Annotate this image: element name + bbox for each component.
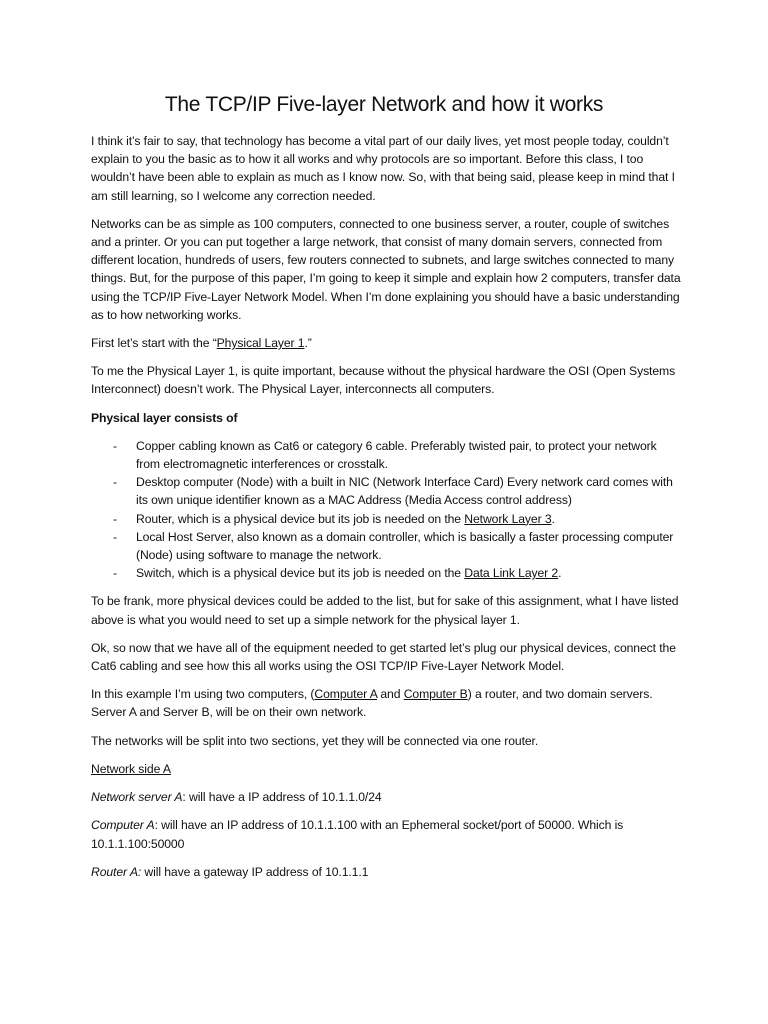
text-run: .” [304, 336, 312, 351]
list-item [91, 510, 683, 528]
text-run: In this example I’m using two computers, ( [91, 687, 315, 702]
network-server-a-entry [91, 788, 683, 806]
computer-a-link: Computer A [314, 687, 378, 702]
text-run: and [377, 687, 404, 702]
list-item-text: Copper cabling known as Cat6 or category 6 cable. Preferably twisted pair, to protect your network from electromagnetic interferences or crosstalk. [136, 438, 657, 472]
text-run: . [558, 566, 562, 581]
list-item [91, 564, 683, 582]
network-side-a-heading: Network side A [91, 761, 171, 776]
data-link-layer-2-link: Data Link Layer 2 [464, 566, 559, 581]
list-item [91, 437, 683, 473]
physical-layer-1-link: Physical Layer 1 [216, 336, 305, 351]
equipment-paragraph: Ok, so now that we have all of the equipment needed to get started let’s plug our physical devices, connect the Cat6 cabling and see how this all works using the OSI TCP/IP Five-Layer Network Model. [91, 640, 676, 674]
computer-b-link: Computer B [403, 687, 468, 702]
dash-bullet: - [113, 511, 117, 526]
text-run: ) a router, and two domain servers. Server A and Server B, will be on their own network. [91, 687, 653, 720]
physical-layer-importance-paragraph: To me the Physical Layer 1, is quite important, because without the physical hardware the OSI (Open Systems Interconnect) doesn’t work. The Physical Layer, interconnects all computers. [91, 364, 676, 397]
text-run: . [551, 511, 555, 526]
text-run: First let’s start with the “ [91, 336, 217, 351]
intro-paragraph: I think it’s fair to say, that technology has become a vital part of our daily lives, yet most people today, couldn’t explain to you the basic as to how it all works and why protocols are so important. Before this class, I too wouldn’t have been able to explain as much as I know now. So, with that being said, please keep in mind that I am still learning, so I welcome any correction needed. [91, 134, 675, 203]
entry-text: will have a gateway IP address of 10.1.1.1 [141, 864, 369, 879]
frank-paragraph: To be frank, more physical devices could be added to the list, but for sake of this assignment, what I have listed above is what you would need to set up a simple network for the physical layer 1. [91, 594, 679, 627]
text-run: Router, which is a physical device but its job is needed on the [136, 511, 465, 526]
physical-layer-intro-paragraph [91, 334, 683, 352]
document-title: The TCP/IP Five-layer Network and how it works [164, 93, 604, 116]
dash-bullet: - [113, 475, 117, 490]
physical-layer-list [91, 437, 683, 583]
entry-text: : will have an IP address of 10.1.1.100 with an Ephemeral socket/port of 50000. Which is 10.1.1.100:50000 [91, 818, 624, 851]
list-item [91, 528, 683, 564]
entry-label: Network server A [91, 790, 183, 805]
split-paragraph: The networks will be split into two sections, yet they will be connected via one router. [91, 733, 539, 748]
router-a-entry [91, 863, 683, 881]
dash-bullet: - [113, 438, 117, 453]
example-paragraph [91, 685, 683, 721]
entry-text: : will have a IP address of 10.1.1.0/24 [182, 790, 382, 805]
list-item-text: Local Host Server, also known as a domain controller, which is basically a faster processing computer (Node) using software to manage the network. [136, 529, 674, 563]
list-item-text: Desktop computer (Node) with a built in NIC (Network Interface Card) Every network card comes with its own unique identifier known as a MAC Address (Media Access control address) [136, 475, 673, 508]
text-run: Switch, which is a physical device but its job is needed on the [136, 566, 465, 581]
entry-label: Router A: [91, 864, 142, 879]
list-heading: Physical layer consists of [91, 410, 238, 425]
networks-paragraph: Networks can be as simple as 100 computers, connected to one business server, a router, couple of switches and a printer. Or you can put together a large network, that consist of many domain servers, connected from different location, hundreds of users, few routers connected to subnets, and large switches connected to many things. But, for the purpose of this paper, I’m going to keep it simple and explain how 2 computers, transfer data using the TCP/IP Five-Layer Network Model. When I’m done explaining you should have a basic understanding as to how networking works. [91, 216, 681, 322]
computer-a-entry [91, 816, 683, 852]
network-layer-3-link: Network Layer 3 [464, 511, 552, 526]
entry-label: Computer A [91, 818, 155, 833]
dash-bullet: - [113, 566, 117, 581]
document-body [91, 132, 683, 891]
list-item [91, 473, 683, 509]
dash-bullet: - [113, 529, 117, 544]
